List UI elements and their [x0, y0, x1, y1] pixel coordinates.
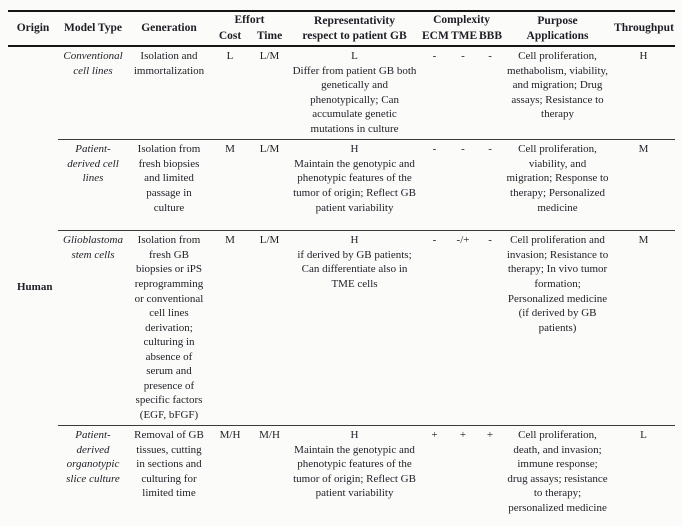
- header-effort: Effort: [234, 14, 265, 26]
- cell-ecm: +: [420, 426, 449, 526]
- cell-bbb: -: [477, 231, 503, 426]
- cell-time: L/M: [250, 231, 289, 426]
- cell-generation: Isolation and immortalization: [133, 50, 205, 77]
- cell-cost: M: [210, 231, 250, 426]
- table-row-conventional-cell-lines: [8, 46, 675, 140]
- header-bbb: BBB: [479, 30, 503, 43]
- cell-tme: +: [449, 426, 477, 526]
- cell-throughput: H: [639, 50, 648, 63]
- header-purpose: [503, 11, 612, 46]
- cell-ecm: -: [420, 231, 449, 426]
- table-header: [8, 11, 675, 46]
- header-representativity: [289, 11, 420, 46]
- header-representativity-line2: respect to patient GB: [302, 29, 407, 42]
- header-throughput: Throughput: [614, 22, 674, 35]
- representativity-level: H: [350, 429, 359, 442]
- cell-purpose: Cell proliferation and invasion; Resistance to therapy; In vivo tumor formation; Personalized medicine (if derived by GB patients): [503, 231, 612, 426]
- cell-bbb: -: [477, 140, 503, 231]
- cell-throughput: L: [612, 426, 675, 526]
- header-cost: Cost: [218, 30, 242, 43]
- cell-tme: -: [449, 140, 477, 231]
- cell-generation: Removal of GB tissues, cutting in sections and culturing for limited time: [128, 426, 210, 526]
- cell-cost: M/H: [210, 426, 250, 526]
- header-purpose-line2: Applications: [526, 29, 589, 42]
- cell-representativity: [289, 426, 420, 526]
- cell-bbb: +: [477, 426, 503, 526]
- representativity-level: H: [350, 143, 359, 156]
- cell-model-type: Patient-derived organotypic slice culture: [58, 426, 128, 526]
- representativity-text: Maintain the genotypic and phenotypic features of the tumor of origin; Reflect GB patient variability: [293, 443, 416, 500]
- header-complexity: Complexity: [433, 14, 490, 26]
- table-row-glioblastoma-stem-cells: [8, 231, 675, 426]
- header-representativity-line1: Representativity: [314, 14, 395, 27]
- cell-purpose: Cell proliferation, death, and invasion; immune response; drug assays; resistance to therapy; personalized medicine: [503, 426, 612, 526]
- table-row-patient-derived-cell-lines: [8, 140, 675, 231]
- cell-cost: M: [210, 140, 250, 231]
- cell-representativity: [289, 46, 420, 140]
- header-time: Time: [256, 30, 283, 43]
- cell-throughput: M: [612, 140, 675, 231]
- cell-time: M/H: [250, 426, 289, 526]
- representativity-text: Differ from patient GB both genetically and phenotypically; Can accumulate genetic mutations in culture: [292, 64, 417, 135]
- cell-cost: L: [226, 50, 234, 63]
- cell-model-type: Patient-derived cell lines: [58, 140, 128, 231]
- cell-model-type: Glioblastoma stem cells: [58, 231, 128, 426]
- origin-value: Human: [17, 280, 53, 293]
- cell-throughput: M: [612, 231, 675, 426]
- cell-purpose: Cell proliferation, methabolism, viability, and migration; Drug assays; Resistance to therapy: [507, 50, 609, 121]
- cell-tme: -/+: [449, 231, 477, 426]
- representativity-text: Maintain the genotypic and phenotypic features of the tumor of origin; Reflect GB patient variability: [293, 157, 416, 214]
- cell-generation: Isolation from fresh GB biopsies or iPS reprogramming or conventional cell lines derivation; culturing in absence of serum and presence of specific factors (EGF, bFGF): [128, 231, 210, 426]
- representativity-text: if derived by GB patients; Can differentiate also in TME cells: [297, 248, 412, 290]
- header-ecm: ECM: [422, 30, 449, 43]
- header-generation: Generation: [141, 22, 197, 35]
- header-tme: TME: [451, 30, 478, 43]
- cell-tme: -: [461, 50, 465, 63]
- cell-representativity: [289, 231, 420, 426]
- cell-model-type: Conventional cell lines: [63, 50, 123, 77]
- cell-ecm: -: [420, 140, 449, 231]
- cell-time: L/M: [259, 50, 280, 63]
- representativity-level: L: [351, 50, 358, 63]
- cell-bbb: -: [488, 50, 492, 63]
- cell-purpose: Cell proliferation, viability, and migration; Response to therapy; Personalized medicine: [503, 140, 612, 231]
- table-row-organotypic-slice-culture: [8, 426, 675, 526]
- representativity-level: H: [350, 234, 359, 247]
- cell-ecm: -: [432, 50, 437, 63]
- header-origin: Origin: [16, 22, 50, 35]
- cell-time: L/M: [250, 140, 289, 231]
- cell-generation: Isolation from fresh biopsies and limited passage in culture: [128, 140, 210, 231]
- gb-models-table: [8, 10, 675, 526]
- cell-representativity: [289, 140, 420, 231]
- header-model-type: Model Type: [63, 22, 123, 35]
- header-purpose-line1: Purpose: [537, 14, 578, 27]
